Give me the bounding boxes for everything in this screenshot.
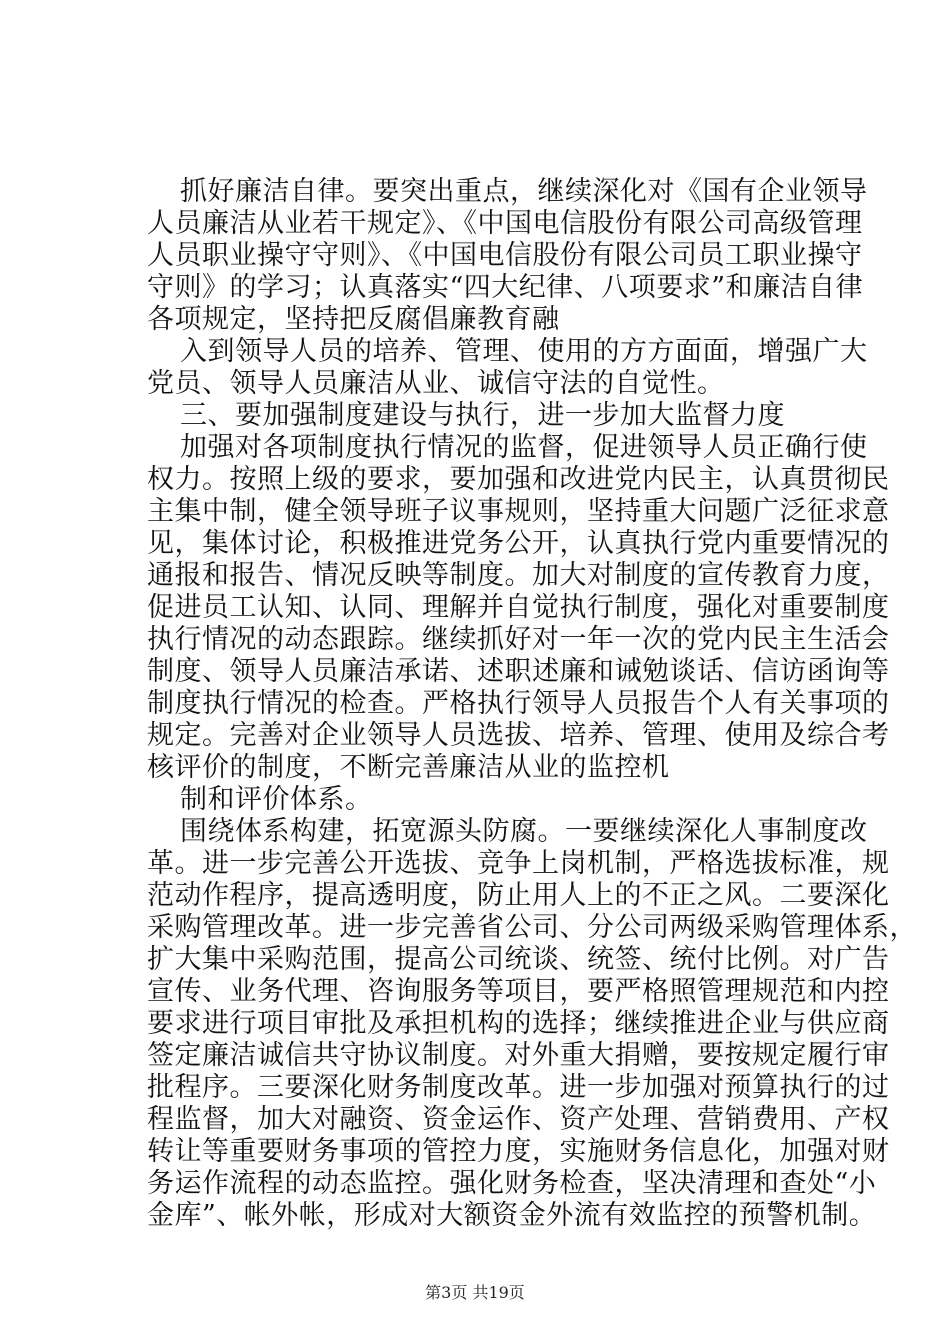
paragraph-line: 加强对各项制度执行情况的监督，促进领导人员正确行使 <box>180 432 868 463</box>
paragraph-line: 权力。按照上级的要求，要加强和改进党内民主，认真贯彻民 <box>147 464 890 495</box>
paragraph-line: 守则》的学习；认真落实“四大纪律、八项要求”和廉洁自律 <box>147 272 864 303</box>
paragraph-line: 范动作程序，提高透明度，防止用人上的不正之风。二要深化 <box>147 880 890 911</box>
paragraph-line: 人员职业操守守则》、《中国电信股份有限公司员工职业操守 <box>147 240 863 271</box>
paragraph-line: 采购管理改革。进一步完善省公司、分公司两级采购管理体系， <box>147 912 917 943</box>
paragraph-line: 制度、领导人员廉洁承诺、述职述廉和诫勉谈话、信访函询等 <box>147 656 890 687</box>
paragraph-line: 转让等重要财务事项的管控力度，实施财务信息化，加强对财 <box>147 1136 890 1167</box>
paragraph-line: 制度执行情况的检查。严格执行领导人员报告个人有关事项的 <box>147 688 890 719</box>
section-heading: 三、要加强制度建设与执行，进一步加大监督力度 <box>180 400 785 431</box>
page-number-footer: 第3页 共19页 <box>425 1283 525 1302</box>
paragraph-line: 务运作流程的动态监控。强化财务检查，坚决清理和查处“小 <box>147 1168 877 1199</box>
paragraph-line: 革。进一步完善公开选拔、竞争上岗机制，严格选拔标准，规 <box>147 848 890 879</box>
paragraph-line: 围绕体系构建，拓宽源头防腐。一要继续深化人事制度改 <box>180 816 868 847</box>
paragraph-line: 宣传、业务代理、咨询服务等项目，要严格照管理规范和内控 <box>147 976 890 1007</box>
paragraph-line: 人员廉洁从业若干规定》、《中国电信股份有限公司高级管理 <box>147 208 863 239</box>
paragraph-line: 规定。完善对企业领导人员选拔、培养、管理、使用及综合考 <box>147 720 890 751</box>
paragraph-line: 批程序。三要深化财务制度改革。进一步加强对预算执行的过 <box>147 1072 890 1103</box>
paragraph-line: 各项规定，坚持把反腐倡廉教育融 <box>147 304 560 335</box>
paragraph-line: 入到领导人员的培养、管理、使用的方方面面，增强广大 <box>180 336 868 367</box>
paragraph-line: 扩大集中采购范围，提高公司统谈、统签、统付比例。对广告 <box>147 944 890 975</box>
paragraph-line: 主集中制，健全领导班子议事规则，坚持重大问题广泛征求意 <box>147 496 890 527</box>
paragraph-line: 金库”、帐外帐，形成对大额资金外流有效监控的预警机制。 <box>147 1200 877 1231</box>
paragraph-line: 见，集体讨论，积极推进党务公开，认真执行党内重要情况的 <box>147 528 890 559</box>
paragraph-line: 制和评价体系。 <box>180 784 373 815</box>
paragraph-line: 程监督，加大对融资、资金运作、资产处理、营销费用、产权 <box>147 1104 890 1135</box>
paragraph-line: 抓好廉洁自律。要突出重点，继续深化对《国有企业领导 <box>180 176 868 207</box>
paragraph-line: 执行情况的动态跟踪。继续抓好对一年一次的党内民主生活会 <box>147 624 890 655</box>
paragraph-line: 促进员工认知、认同、理解并自觉执行制度，强化对重要制度 <box>147 592 890 623</box>
paragraph-line: 通报和报告、情况反映等制度。加大对制度的宣传教育力度， <box>147 560 890 591</box>
paragraph-line: 要求进行项目审批及承担机构的选择；继续推进企业与供应商 <box>147 1008 890 1039</box>
paragraph-line: 核评价的制度，不断完善廉洁从业的监控机 <box>147 752 670 783</box>
paragraph-line: 党员、领导人员廉洁从业、诚信守法的自觉性。 <box>147 368 725 399</box>
paragraph-line: 签定廉洁诚信共守协议制度。对外重大捐赠，要按规定履行审 <box>147 1040 890 1071</box>
